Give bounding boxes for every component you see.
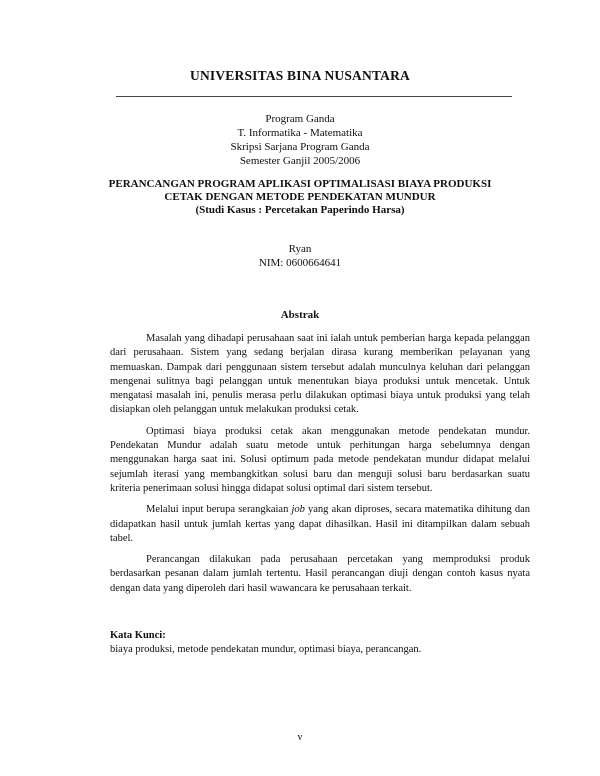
program-line: Semester Ganjil 2005/2006: [239, 155, 361, 167]
program-line: Skripsi Sarjana Program Ganda: [230, 141, 370, 153]
abstract-p3-text: yang akan diproses, secara matematika dihitung dan didapatkan hasil untuk jumlah kertas yang dapat dihasilkan. Hasil ini ditampilkan dalam sebuah tabel.: [110, 504, 531, 544]
program-line: Program Ganda: [265, 113, 335, 125]
abstract-paragraph-2: Optimasi biaya produksi cetak akan menggunakan metode pendekatan mundur. Pendekatan Mundur adalah suatu metode untuk perhitungan harga sebelumnya dengan menggunakan harga saat ini. Solusi optimum pada metode pendekatan mundur didapat melalui sejumlah iterasi yang membangkitkan solusi baru dan menguji solusi baru berdasarkan suatu kriteria penerimaan solusi hingga didapat solusi optimal dari sistem tersebut.: [110, 425, 530, 494]
author-name: Ryan: [288, 243, 312, 255]
abstract-p3-text: Melalui input berupa serangkaian: [146, 504, 292, 516]
abstract-body: [110, 332, 530, 603]
abstract-heading: Abstrak: [280, 309, 320, 321]
abstract-paragraph-3: [110, 503, 530, 546]
header-divider: [116, 96, 512, 97]
case-study-subtitle: (Studi Kasus : Percetakan Paperindo Harsa): [195, 204, 405, 216]
abstract-paragraph-4: Perancangan dilakukan pada perusahaan percetakan yang memproduksi produk berdasarkan pesanan dalam jumlah tertentu. Hasil perancangan diuji dengan contoh kasus nyata dengan data yang diperoleh dari hasil wawancara ke perusahaan terkait.: [110, 554, 530, 594]
keywords-section: [110, 629, 530, 657]
page-number: v: [297, 732, 303, 743]
title-line-2: CETAK DENGAN METODE PENDEKATAN MUNDUR: [164, 191, 436, 203]
abstract-p3-emphasis: job: [291, 504, 305, 516]
keywords-text: biaya produksi, metode pendekatan mundur, optimasi biaya, perancangan.: [110, 644, 422, 655]
keywords-heading: Kata Kunci:: [110, 630, 166, 641]
title-line-1: PERANCANGAN PROGRAM APLIKASI OPTIMALISASI BIAYA PRODUKSI: [108, 178, 492, 190]
author-block: [0, 242, 600, 270]
university-name: UNIVERSITAS BINA NUSANTARA: [190, 68, 410, 83]
thesis-title: [0, 178, 600, 217]
program-info: [0, 112, 600, 168]
abstract-paragraph-1: Masalah yang dihadapi perusahaan saat ini ialah untuk pemberian harga kepada pelanggan dari perusahaan. Sistem yang sedang berjalan dirasa kurang memberikan pelayanan yang memuaskan. Dampak dari penggunaan sistem tersebut adalah munculnya keluhan dari pelanggan mengenai sulitnya bagi pelanggan untuk menentukan biaya produksi untuk mencetak. Untuk mengatasi masalah ini, penulis merasa perlu dilakukan optimasi biaya untuk produksi yang telah disiapkan oleh pelanggan untuk melakukan produksi cetak.: [110, 333, 530, 416]
author-nim: NIM: 0600664641: [258, 257, 342, 269]
program-line: T. Informatika - Matematika: [237, 127, 363, 139]
